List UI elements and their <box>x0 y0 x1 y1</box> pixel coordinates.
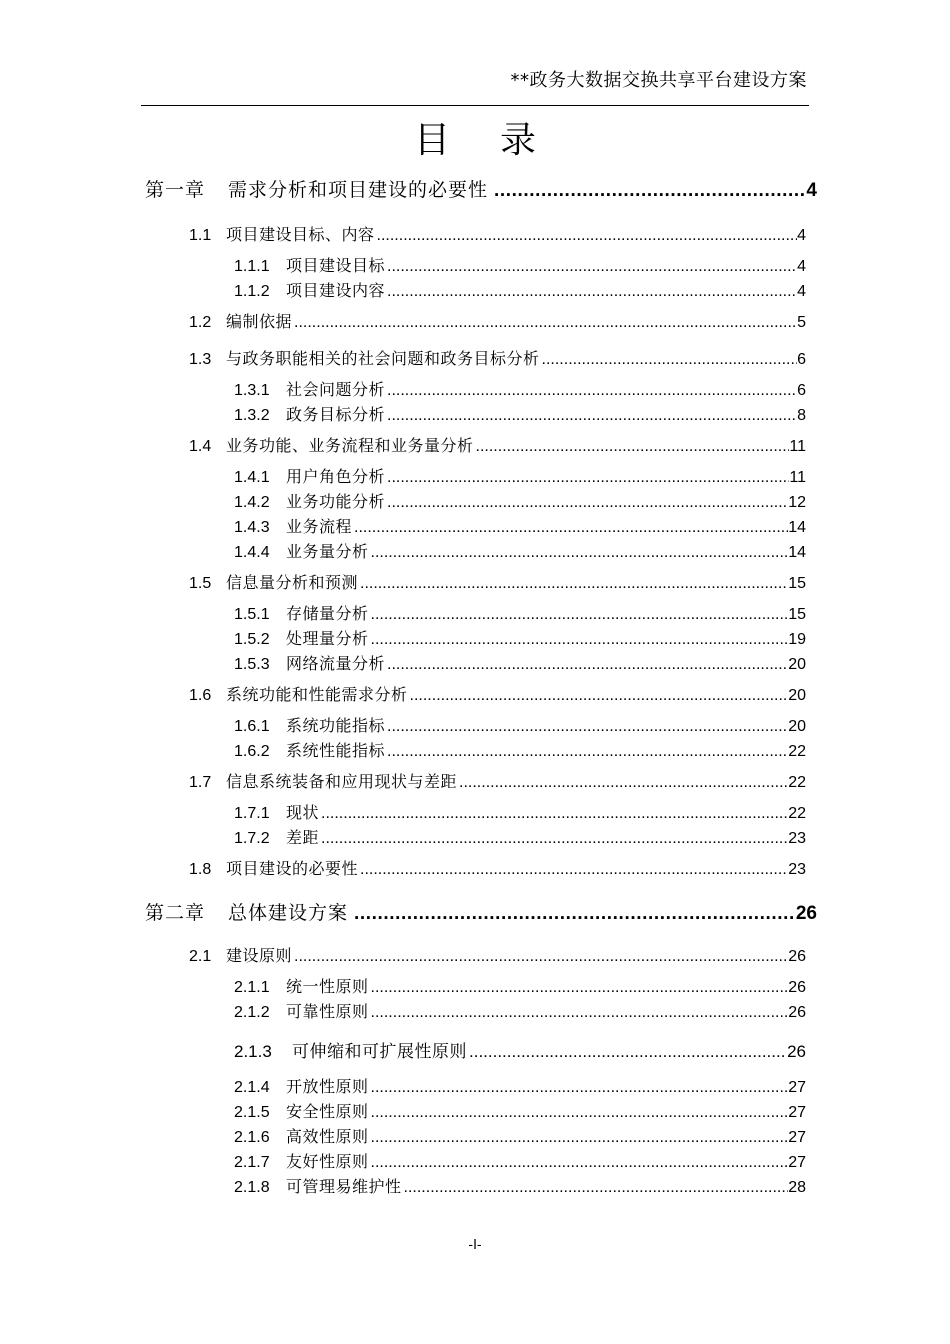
toc-subsection-number: 2.1.8 <box>234 1179 270 1196</box>
toc-page-number: 4 <box>806 180 817 201</box>
toc-subsection-number: 1.3.2 <box>234 407 270 424</box>
toc-subsection-label: 用户角色分析 <box>286 467 386 486</box>
toc-section-1-2[interactable] <box>189 309 806 332</box>
toc-page-number: 22 <box>788 743 806 760</box>
toc-subsection-label: 统一性原则 <box>286 977 369 996</box>
toc-subsection-number: 1.4.3 <box>234 519 270 536</box>
toc-subsection-number: 1.6.1 <box>234 718 270 735</box>
toc-page-number: 27 <box>788 1104 806 1121</box>
toc-section-number: 1.4 <box>189 438 212 455</box>
toc-leader-dots <box>354 903 796 925</box>
toc-leader-dots <box>371 631 789 649</box>
toc-leader-dots <box>371 979 789 997</box>
toc-subsection-number: 1.4.4 <box>234 544 270 561</box>
toc-subsection-number: 1.4.1 <box>234 469 270 486</box>
toc-subsection-label: 社会问题分析 <box>286 380 386 399</box>
toc-page-number: 19 <box>788 631 806 648</box>
toc-subsection-1-6-2[interactable] <box>234 738 806 761</box>
toc-page-number: 26 <box>787 1042 806 1061</box>
toc-leader-dots <box>410 687 789 705</box>
toc-page-number: 23 <box>788 830 806 847</box>
toc-leader-dots <box>371 1079 789 1097</box>
toc-subsection-1-6-1[interactable] <box>234 713 806 736</box>
toc-leader-dots <box>321 830 788 848</box>
toc-leader-dots <box>354 519 788 537</box>
toc-section-number: 1.3 <box>189 351 212 368</box>
toc-subsection-number: 2.1.5 <box>234 1104 270 1121</box>
toc-page-number: 26 <box>795 903 817 924</box>
running-header-title: **政务大数据交换共享平台建设方案 <box>510 70 807 91</box>
toc-section-1-7[interactable] <box>189 769 806 792</box>
toc-page-number: 22 <box>788 774 806 791</box>
toc-subsection-number: 1.3.1 <box>234 382 270 399</box>
toc-title: 目录 <box>413 120 586 161</box>
toc-subsection-number: 1.1.2 <box>234 283 270 300</box>
toc-section-label: 业务功能、业务流程和业务量分析 <box>226 436 474 455</box>
toc-subsection-2-1-2[interactable] <box>234 999 806 1022</box>
toc-section-label: 信息量分析和预测 <box>226 573 359 592</box>
toc-subsection-label: 安全性原则 <box>286 1102 369 1121</box>
toc-leader-dots <box>387 718 788 736</box>
toc-subsection-number: 1.7.1 <box>234 805 270 822</box>
toc-page-number: 27 <box>788 1129 806 1146</box>
toc-page-number: 20 <box>788 687 806 704</box>
toc-chapter-number: 第一章 <box>145 179 206 201</box>
toc-subsection-1-3-2[interactable] <box>234 402 806 425</box>
toc-subsection-1-4-4[interactable] <box>234 539 806 562</box>
toc-subsection-label: 差距 <box>286 828 320 847</box>
toc-page-number: 20 <box>788 718 806 735</box>
toc-leader-dots <box>371 1154 789 1172</box>
toc-subsection-1-7-2[interactable] <box>234 825 806 848</box>
toc-subsection-number: 2.1.1 <box>234 979 270 996</box>
toc-page-number: 20 <box>788 656 806 673</box>
toc-subsection-1-1-1[interactable] <box>234 253 806 276</box>
toc-leader-dots <box>469 1042 787 1062</box>
toc-leader-dots <box>542 351 798 369</box>
toc-page-number: 11 <box>789 469 806 486</box>
toc-leader-dots <box>387 469 789 487</box>
toc-section-label: 建设原则 <box>226 946 293 965</box>
toc-subsection-2-1-5[interactable] <box>234 1099 806 1122</box>
toc-section-number: 1.5 <box>189 575 212 592</box>
toc-page-number: 14 <box>788 519 806 536</box>
toc-subsection-label: 业务功能分析 <box>286 492 386 511</box>
toc-subsection-label: 业务流程 <box>286 517 353 536</box>
toc-subsection-label: 可靠性原则 <box>286 1002 369 1021</box>
toc-page-number: 5 <box>797 314 806 331</box>
toc-page-number: 4 <box>797 227 806 244</box>
toc-subsection-1-5-3[interactable] <box>234 651 806 674</box>
toc-subsection-2-1-3[interactable] <box>234 1037 806 1062</box>
toc-subsection-label: 现状 <box>286 803 320 822</box>
toc-page-number: 11 <box>789 438 806 455</box>
toc-subsection-number: 1.1.1 <box>234 258 270 275</box>
toc-section-label: 信息系统装备和应用现状与差距 <box>226 772 458 791</box>
toc-chapter-1[interactable] <box>145 175 817 202</box>
toc-leader-dots <box>387 656 788 674</box>
toc-page-number: 27 <box>788 1154 806 1171</box>
toc-leader-dots <box>404 1179 789 1197</box>
toc-leader-dots <box>377 227 798 245</box>
toc-section-label: 与政务职能相关的社会问题和政务目标分析 <box>226 349 540 368</box>
footer-page-number: -I- <box>468 1238 482 1253</box>
toc-subsection-2-1-1[interactable] <box>234 974 806 997</box>
toc-section-label: 项目建设目标、内容 <box>226 225 375 244</box>
toc-subsection-number: 2.1.2 <box>234 1004 270 1021</box>
toc-section-label: 编制依据 <box>226 312 293 331</box>
toc-subsection-number: 1.7.2 <box>234 830 270 847</box>
toc-leader-dots <box>387 494 788 512</box>
toc-page-number: 8 <box>797 407 806 424</box>
toc-page-number: 23 <box>788 861 806 878</box>
toc-section-1-4[interactable] <box>189 433 806 456</box>
toc-subsection-2-1-4[interactable] <box>234 1074 806 1097</box>
toc-section-number: 1.6 <box>189 687 212 704</box>
toc-leader-dots <box>371 1129 789 1147</box>
toc-subsection-1-4-2[interactable] <box>234 489 806 512</box>
toc-subsection-number: 2.1.4 <box>234 1079 270 1096</box>
toc-section-2-1[interactable] <box>189 943 806 966</box>
toc-section-1-8[interactable] <box>189 856 806 879</box>
toc-subsection-2-1-6[interactable] <box>234 1124 806 1147</box>
toc-leader-dots <box>360 575 788 593</box>
toc-subsection-label: 项目建设内容 <box>286 281 386 300</box>
toc-subsection-2-1-7[interactable] <box>234 1149 806 1172</box>
toc-subsection-label: 开放性原则 <box>286 1077 369 1096</box>
toc-section-1-6[interactable] <box>189 682 806 705</box>
toc-page-number: 6 <box>797 382 806 399</box>
toc-subsection-label: 可伸缩和可扩展性原则 <box>292 1042 467 1062</box>
toc-leader-dots <box>387 382 797 400</box>
toc-leader-dots <box>387 743 788 761</box>
toc-subsection-label: 高效性原则 <box>286 1127 369 1146</box>
toc-page-number: 26 <box>788 979 806 996</box>
toc-leader-dots <box>294 314 797 332</box>
toc-subsection-number: 1.6.2 <box>234 743 270 760</box>
toc-section-label: 项目建设的必要性 <box>226 859 359 878</box>
toc-leader-dots <box>494 180 806 202</box>
toc-subsection-1-3-1[interactable] <box>234 377 806 400</box>
toc-section-number: 2.1 <box>189 948 212 965</box>
toc-subsection-number: 1.5.3 <box>234 656 270 673</box>
toc-subsection-number: 2.1.6 <box>234 1129 270 1146</box>
toc-leader-dots <box>371 606 789 624</box>
toc-page-number: 4 <box>797 258 806 275</box>
toc-subsection-number: 2.1.7 <box>234 1154 270 1171</box>
toc-subsection-2-1-8[interactable] <box>234 1174 806 1197</box>
toc-subsection-label: 网络流量分析 <box>286 654 386 673</box>
toc-chapter-label: 总体建设方案 <box>228 902 349 924</box>
toc-subsection-1-5-1[interactable] <box>234 601 806 624</box>
toc-section-number: 1.1 <box>189 227 212 244</box>
toc-chapter-label: 需求分析和项目建设的必要性 <box>228 179 489 201</box>
toc-leader-dots <box>294 948 788 966</box>
toc-section-label: 系统功能和性能需求分析 <box>226 685 408 704</box>
toc-subsection-label: 可管理易维护性 <box>286 1177 402 1196</box>
toc-subsection-number: 1.5.1 <box>234 606 270 623</box>
toc-page-number: 15 <box>788 606 806 623</box>
toc-subsection-1-4-1[interactable] <box>234 464 806 487</box>
toc-subsection-number: 1.4.2 <box>234 494 270 511</box>
toc-leader-dots <box>459 774 788 792</box>
toc-chapter-number: 第二章 <box>145 902 206 924</box>
toc-subsection-label: 处理量分析 <box>286 629 369 648</box>
toc-subsection-label: 系统性能指标 <box>286 741 386 760</box>
toc-section-number: 1.7 <box>189 774 212 791</box>
toc-page-number: 27 <box>788 1079 806 1096</box>
toc-subsection-label: 项目建设目标 <box>286 256 386 275</box>
toc-section-1-5[interactable] <box>189 570 806 593</box>
toc-page-number: 26 <box>788 1004 806 1021</box>
toc-page-number: 4 <box>797 283 806 300</box>
toc-leader-dots <box>387 283 797 301</box>
toc-page-number: 6 <box>797 351 806 368</box>
toc-page-number: 22 <box>788 805 806 822</box>
toc-page-number: 26 <box>788 948 806 965</box>
toc-leader-dots <box>387 407 797 425</box>
toc-subsection-label: 政务目标分析 <box>286 405 386 424</box>
toc-leader-dots <box>371 544 789 562</box>
toc-page-number: 28 <box>788 1179 806 1196</box>
toc-page-number: 15 <box>788 575 806 592</box>
toc-leader-dots <box>371 1104 789 1122</box>
toc-leader-dots <box>321 805 788 823</box>
toc-subsection-label: 系统功能指标 <box>286 716 386 735</box>
toc-section-number: 1.2 <box>189 314 212 331</box>
toc-section-number: 1.8 <box>189 861 212 878</box>
toc-page-number: 12 <box>788 494 806 511</box>
toc-subsection-1-7-1[interactable] <box>234 800 806 823</box>
toc-subsection-number: 1.5.2 <box>234 631 270 648</box>
toc-leader-dots <box>371 1004 789 1022</box>
toc-section-1-1[interactable] <box>189 222 806 245</box>
toc-section-1-3[interactable] <box>189 346 806 369</box>
toc-leader-dots <box>387 258 797 276</box>
toc-subsection-label: 存储量分析 <box>286 604 369 623</box>
toc-subsection-label: 业务量分析 <box>286 542 369 561</box>
toc-leader-dots <box>360 861 788 879</box>
toc-subsection-1-4-3[interactable] <box>234 514 806 537</box>
toc-chapter-2[interactable] <box>145 898 817 925</box>
toc-subsection-label: 友好性原则 <box>286 1152 369 1171</box>
toc-subsection-number: 2.1.3 <box>234 1042 272 1061</box>
toc-subsection-1-5-2[interactable] <box>234 626 806 649</box>
toc-subsection-1-1-2[interactable] <box>234 278 806 301</box>
toc-leader-dots <box>476 438 790 456</box>
toc-page-number: 14 <box>788 544 806 561</box>
